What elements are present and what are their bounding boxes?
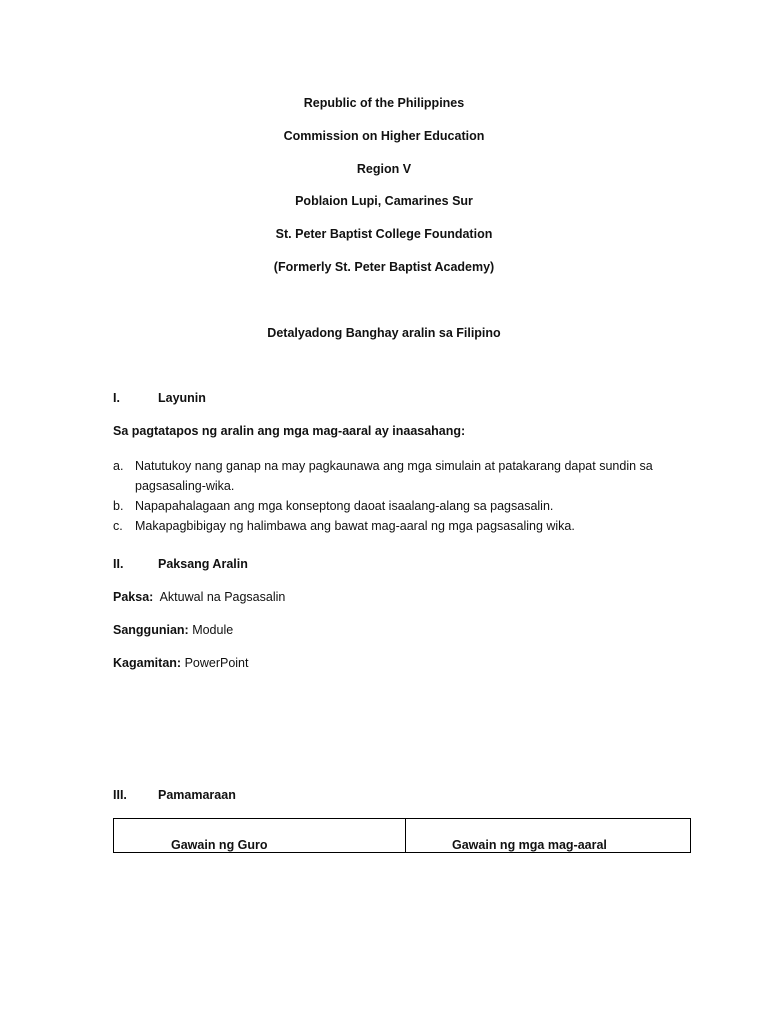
table-header-cell-students — [406, 819, 690, 852]
header-formerly: (Formerly St. Peter Baptist Academy) — [273, 260, 495, 274]
header-region: Region V — [356, 162, 412, 176]
section-1-title: Layunin — [158, 391, 206, 405]
section-3-number: III. — [113, 788, 127, 802]
table-header-cell-teacher — [114, 819, 406, 852]
objective-a-letter: a. — [113, 459, 124, 473]
paksa-value: Aktuwal na Pagsasalin — [159, 590, 286, 604]
table-header-students: Gawain ng mga mag-aaral — [452, 838, 607, 852]
header-college: St. Peter Baptist College Foundation — [275, 227, 493, 241]
paksa-line — [113, 589, 285, 605]
kagamitan-value: PowerPoint — [184, 656, 249, 670]
objective-a-text: Natutukoy nang ganap na may pagkaunawa ang mga simulain at patakarang dapat sundin sa pagsasaling-wika. — [135, 459, 653, 493]
section-2-title: Paksang Aralin — [158, 557, 248, 571]
section-3-title: Pamamaraan — [158, 788, 236, 802]
sanggunian-line — [113, 622, 233, 638]
objective-b-letter: b. — [113, 499, 124, 513]
objective-c-letter: c. — [113, 519, 123, 533]
procedure-table — [113, 818, 691, 853]
objective-b-text: Napapahalagaan ang mga konseptong daoat isaalang-alang sa pagsasalin. — [135, 499, 554, 513]
kagamitan-label: Kagamitan: — [113, 656, 182, 670]
paksa-label: Paksa: — [113, 590, 154, 604]
sanggunian-value: Module — [192, 623, 234, 637]
header-address: Poblaion Lupi, Camarines Sur — [295, 194, 473, 208]
header-republic: Republic of the Philippines — [303, 96, 465, 110]
section-1-number: I. — [113, 391, 120, 405]
table-header-teacher: Gawain ng Guro — [171, 838, 268, 852]
kagamitan-line — [113, 655, 249, 671]
sanggunian-label: Sanggunian: — [113, 623, 189, 637]
objectives-intro: Sa pagtatapos ng aralin ang mga mag-aaral ay inaasahang: — [113, 424, 466, 438]
document-title: Detalyadong Banghay aralin sa Filipino — [267, 326, 501, 340]
header-commission: Commission on Higher Education — [283, 129, 485, 143]
section-2-number: II. — [113, 557, 124, 571]
objective-c-text: Makapagbibigay ng halimbawa ang bawat mag-aaral ng mga pagsasaling wika. — [135, 519, 575, 533]
